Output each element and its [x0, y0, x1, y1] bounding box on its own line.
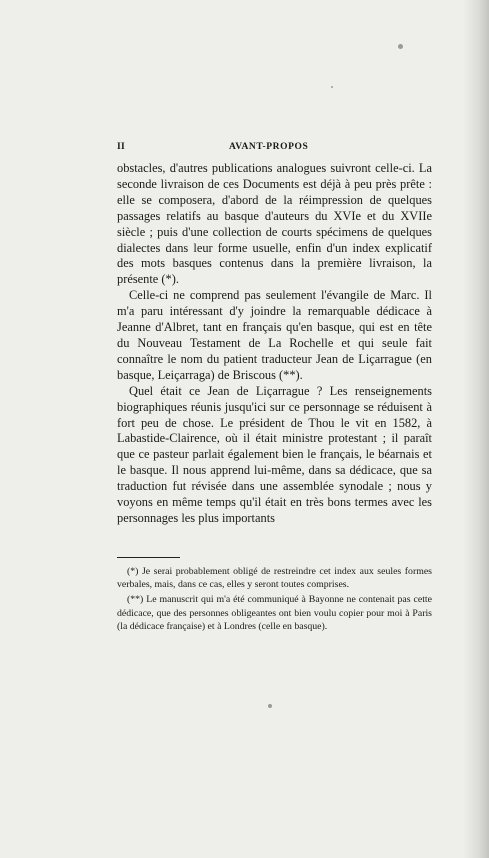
- paragraph-3: Quel était ce Jean de Liçarrague ? Les renseignements biographiques réunis jusqu'ici sur ce personnage se réduisent à fort peu de chose. Le président de Thou le vit en 1582, à Labastide-Clairence, où il était ministre protestant ; il paraît que ce pasteur parlait également bien le français, le béarnais et le basque. Il nous apprend lui-même, dans sa dédicace, que sa traduction fut révisée dans une assemblée synodale ; nous y voyons en même temps qu'il était en très bons termes avec les personnages les plus importants: [117, 383, 432, 525]
- paragraph-2: Celle-ci ne comprend pas seulement l'évangile de Marc. Il m'a paru intéressant d'y joindre la remarquable dédicace à Jeanne d'Albret, tant en français qu'en basque, qui est en tête du Nouveau Testament de La Rochelle et qui seule fait connaître le nom du patient traducteur Jean de Liçarrague (en basque, Leiçarraga) de Briscous (**).: [117, 288, 432, 382]
- footnote-1: (*) Je serai probablement obligé de restreindre cet index aux seules formes verbales, mais, dans ce cas, elles y seront toutes comprises.: [117, 566, 432, 591]
- paragraph-1: obstacles, d'autres publications analogues suivront celle-ci. La seconde livraison de ces Documents est déjà à peu près prête : elle se composera, d'abord de la réimpression de quelques passages relatifs au basque d'auteurs du XVIe et du XVIIe siècle ; puis d'une collection de courts spécimens de quelques dialectes dans leur forme usuelle, enfin d'un index explicatif des mots basques contenus dans la première livraison, la présente (*).: [117, 161, 432, 287]
- running-header: [117, 142, 407, 156]
- paper-speck: [398, 44, 403, 49]
- footnote-2: (**) Le manuscrit qui m'a été communiqué à Bayonne ne contenait pas cette dédicace, que des personnes obligeantes ont bien voulu copier pour moi à Paris (la dédicace française) et à Londres (celle en basque).: [117, 594, 432, 632]
- page-edge-shadow: [463, 0, 489, 858]
- footnotes: [117, 565, 432, 633]
- page-number: II: [117, 142, 125, 152]
- paper-speck: [268, 704, 272, 708]
- running-title: AVANT-PROPOS: [229, 142, 309, 152]
- main-text: [117, 161, 432, 527]
- paper-speck: [331, 86, 333, 88]
- footnote-rule: [117, 557, 180, 558]
